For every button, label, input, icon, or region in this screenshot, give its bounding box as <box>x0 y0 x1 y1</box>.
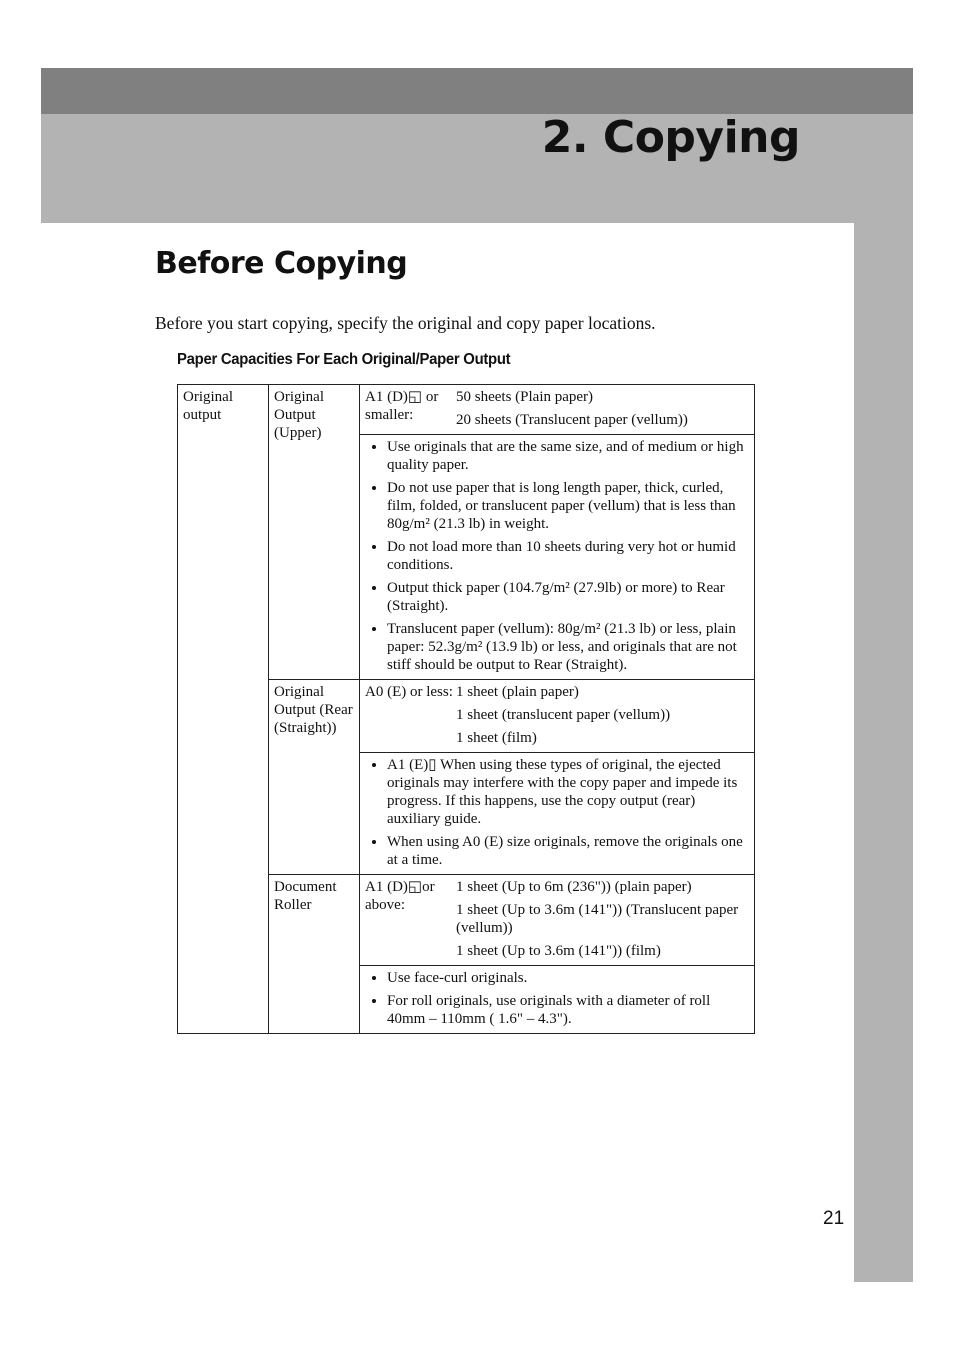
upper-spec-cell <box>360 385 755 435</box>
upper-output-label: Original Output (Upper) <box>269 385 360 680</box>
roller-notes-list <box>365 969 749 1028</box>
roller-value: 1 sheet (Up to 3.6m (141")) (Translucent paper (vellum)) <box>456 902 739 936</box>
table-subtitle: Paper Capacities For Each Original/Paper Output <box>177 351 511 368</box>
upper-notes-list <box>365 438 749 674</box>
intro-text: Before you start copying, specify the original and copy paper locations. <box>155 313 656 333</box>
rear-note: • When using A0 (E) size originals, remove the originals one at a time. <box>387 833 749 869</box>
rear-size: A0 (E) or less: <box>365 684 453 700</box>
original-output-label: Original output <box>178 385 269 1034</box>
rear-notes-cell <box>360 753 755 875</box>
upper-value: 20 sheets (Translucent paper (vellum)) <box>456 412 688 428</box>
roller-notes-cell <box>360 966 755 1034</box>
upper-note: • Use originals that are the same size, and of medium or high quality paper. <box>387 438 749 474</box>
roller-value: 1 sheet (Up to 6m (236")) (plain paper) <box>456 879 692 895</box>
page-number: 21 <box>823 1208 845 1229</box>
roller-spec-cell <box>360 875 755 966</box>
roller-note: • For roll originals, use originals with a diameter of roll 40mm – 110mm ( 1.6" – 4.3"). <box>387 992 749 1028</box>
roller-value: 1 sheet (Up to 3.6m (141")) (film) <box>456 943 661 959</box>
upper-note: • Do not use paper that is long length paper, thick, curled, film, folded, or translucent paper (vellum) that is less than 80g/m² (21.3 lb) in weight. <box>387 479 749 533</box>
upper-note: • Output thick paper (104.7g/m² (27.9lb) or more) to Rear (Straight). <box>387 579 749 615</box>
rear-value: 1 sheet (translucent paper (vellum)) <box>456 707 671 723</box>
upper-size: A1 (D)◱ or smaller: <box>365 389 439 423</box>
upper-note: • Do not load more than 10 sheets during very hot or humid conditions. <box>387 538 749 574</box>
document-roller-label: Document Roller <box>269 875 360 1034</box>
rear-spec-cell <box>360 680 755 753</box>
rear-notes-list <box>365 756 749 869</box>
section-title: Before Copying <box>155 246 408 281</box>
upper-note: • Translucent paper (vellum): 80g/m² (21.3 lb) or less, plain paper: 52.3g/m² (13.9 lb) or less, and originals that are not stiff should be output to Rear (Straight). <box>387 620 749 674</box>
rear-output-label: Original Output (Rear (Straight)) <box>269 680 360 875</box>
side-tab-bar <box>854 223 913 1282</box>
roller-size: A1 (D)◱or above: <box>365 879 435 913</box>
header-band-dark <box>41 68 913 114</box>
upper-notes-cell <box>360 435 755 680</box>
paper-capacity-table <box>177 384 755 1034</box>
upper-value: 50 sheets (Plain paper) <box>456 389 594 405</box>
chapter-title: 2. Copying <box>541 112 800 163</box>
roller-note: • Use face-curl originals. <box>387 969 749 987</box>
rear-value: 1 sheet (film) <box>456 730 537 746</box>
rear-note: • A1 (E)▯ When using these types of original, the ejected originals may interfere with the copy paper and impede its progress. If this happens, use the copy output (rear) auxiliary guide. <box>387 756 749 828</box>
rear-value: 1 sheet (plain paper) <box>456 684 579 700</box>
